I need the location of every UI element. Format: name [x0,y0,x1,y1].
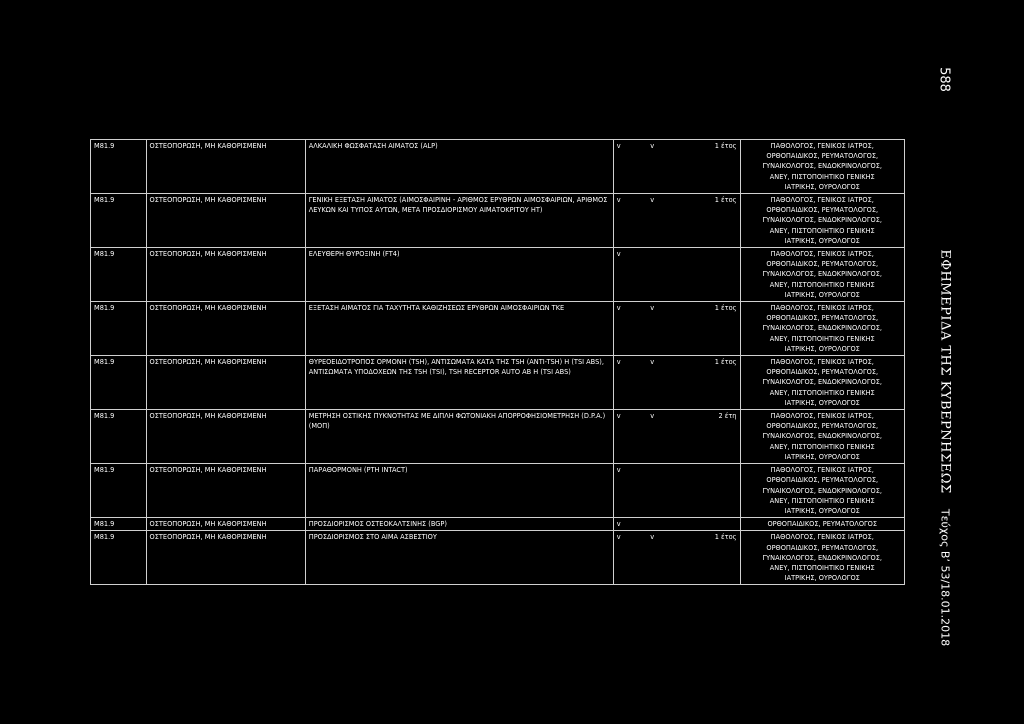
frequency-cell: 2 έτη [679,410,740,464]
frequency-cell: 1 έτος [679,531,740,585]
check-cell-2 [647,248,678,302]
frequency-cell: 1 έτος [679,356,740,410]
specialties-cell [740,248,905,302]
specialty-line: ΓΥΝΑΙΚΟΛΟΓΟΣ, ΕΝΔΟΚΡΙΝΟΛΟΓΟΣ, [762,432,883,441]
diagnosis-cell: ΟΣΤΕΟΠΟΡΩΣΗ, ΜΗ ΚΑΘΟΡΙΣΜΕΝΗ [146,140,305,194]
code-cell: M81.9 [91,531,147,585]
code-cell: M81.9 [91,248,147,302]
check-cell-2: v [647,302,678,356]
specialty-line: ΠΑΘΟΛΟΓΟΣ, ΓΕΝΙΚΟΣ ΙΑΤΡΟΣ, [770,533,874,542]
code-cell: M81.9 [91,140,147,194]
table-row [91,518,905,531]
specialty-line: ΑΝΕΥ, ΠΙΣΤΟΠΟΙΗΤΙΚΟ ΓΕΝΙΚΗΣ [769,334,875,343]
check-cell-1: v [613,531,647,585]
check-cell-2: v [647,531,678,585]
specialty-line: ΓΥΝΑΙΚΟΛΟΓΟΣ, ΕΝΔΟΚΡΙΝΟΛΟΓΟΣ, [762,553,883,562]
specialty-line: ΟΡΘΟΠΑΙΔΙΚΟΣ, ΡΕΥΜΑΤΟΛΟΓΟΣ, [766,152,879,161]
issue-label: Τεύχος Β’ 53/18.01.2018 [938,508,952,647]
specialty-line: ΟΡΘΟΠΑΙΔΙΚΟΣ, ΡΕΥΜΑΤΟΛΟΓΟΣ, [766,476,879,485]
code-cell: M81.9 [91,518,147,531]
table-body [91,140,905,585]
specialty-line: ΠΑΘΟΛΟΓΟΣ, ΓΕΝΙΚΟΣ ΙΑΤΡΟΣ, [770,412,874,421]
frequency-cell: 1 έτος [679,140,740,194]
specialties-cell [740,410,905,464]
exam-table [90,139,905,585]
specialty-line: ΠΑΘΟΛΟΓΟΣ, ΓΕΝΙΚΟΣ ΙΑΤΡΟΣ, [770,466,874,475]
exam-cell: ΠΑΡΑΘΟΡΜΟΝΗ (PTH INTACT) [305,464,613,518]
specialty-line: ΑΝΕΥ, ΠΙΣΤΟΠΟΙΗΤΙΚΟ ΓΕΝΙΚΗΣ [769,226,875,235]
check-cell-2 [647,464,678,518]
exam-cell: ΠΡΟΣΔΙΟΡΙΣΜΟΣ ΟΣΤΕΟΚΑΛΤΣΙΝΗΣ (BGP) [305,518,613,531]
code-cell: M81.9 [91,464,147,518]
check-cell-1: v [613,302,647,356]
code-cell: M81.9 [91,356,147,410]
diagnosis-cell: ΟΣΤΕΟΠΟΡΩΣΗ, ΜΗ ΚΑΘΟΡΙΣΜΕΝΗ [146,302,305,356]
specialty-line: ΓΥΝΑΙΚΟΛΟΓΟΣ, ΕΝΔΟΚΡΙΝΟΛΟΓΟΣ, [762,378,883,387]
frequency-cell [679,518,740,531]
table-row [91,410,905,464]
frequency-cell [679,248,740,302]
specialty-line: ΙΑΤΡΙΚΗΣ, ΟΥΡΟΛΟΓΟΣ [784,506,860,515]
specialty-line: ΓΥΝΑΙΚΟΛΟΓΟΣ, ΕΝΔΟΚΡΙΝΟΛΟΓΟΣ, [762,324,883,333]
specialty-line: ΓΥΝΑΙΚΟΛΟΓΟΣ, ΕΝΔΟΚΡΙΝΟΛΟΓΟΣ, [762,270,883,279]
diagnosis-cell: ΟΣΤΕΟΠΟΡΩΣΗ, ΜΗ ΚΑΘΟΡΙΣΜΕΝΗ [146,531,305,585]
code-cell: M81.9 [91,302,147,356]
check-cell-1: v [613,518,647,531]
specialties-cell [740,464,905,518]
table-row [91,531,905,585]
table-row [91,140,905,194]
specialty-line: ΟΡΘΟΠΑΙΔΙΚΟΣ, ΡΕΥΜΑΤΟΛΟΓΟΣ, [766,543,879,552]
specialty-line: ΓΥΝΑΙΚΟΛΟΓΟΣ, ΕΝΔΟΚΡΙΝΟΛΟΓΟΣ, [762,162,883,171]
check-cell-1: v [613,194,647,248]
specialty-line: ΙΑΤΡΙΚΗΣ, ΟΥΡΟΛΟΓΟΣ [784,344,860,353]
check-cell-2: v [647,140,678,194]
frequency-cell: 1 έτος [679,302,740,356]
exam-cell: ΑΛΚΑΛΙΚΗ ΦΩΣΦΑΤΑΣΗ ΑΙΜΑΤΟΣ (ALP) [305,140,613,194]
specialty-line: ΑΝΕΥ, ΠΙΣΤΟΠΟΙΗΤΙΚΟ ΓΕΝΙΚΗΣ [769,388,875,397]
exam-cell: ΓΕΝΙΚΗ ΕΞΕΤΑΣΗ ΑΙΜΑΤΟΣ (ΑΙΜΟΣΦΑΙΡΙΝΗ - ΑΡΙΘΜΟΣ ΕΡΥΘΡΩΝ ΑΙΜΟΣΦΑΙΡΙΩΝ, ΑΡΙΘΜΟΣ ΛΕΥΚΩΝ ΚΑΙ ΤΥΠΟΣ ΑΥΤΩΝ, ΜΕΤΑ ΠΡΟΣΔΙΟΡΙΣΜΟΥ ΑΙΜΑΤΟΚΡΙΤΟΥ HT) [305,194,613,248]
specialty-line: ΠΑΘΟΛΟΓΟΣ, ΓΕΝΙΚΟΣ ΙΑΤΡΟΣ, [770,250,874,259]
exam-cell: ΕΞΕΤΑΣΗ ΑΙΜΑΤΟΣ ΓΙΑ ΤΑΧΥΤΗΤΑ ΚΑΘΙΖΗΣΕΩΣ ΕΡΥΘΡΩΝ ΑΙΜΟΣΦΑΙΡΙΩΝ ΤΚΕ [305,302,613,356]
check-cell-1: v [613,410,647,464]
diagnosis-cell: ΟΣΤΕΟΠΟΡΩΣΗ, ΜΗ ΚΑΘΟΡΙΣΜΕΝΗ [146,194,305,248]
specialties-cell [740,356,905,410]
diagnosis-cell: ΟΣΤΕΟΠΟΡΩΣΗ, ΜΗ ΚΑΘΟΡΙΣΜΕΝΗ [146,518,305,531]
diagnosis-cell: ΟΣΤΕΟΠΟΡΩΣΗ, ΜΗ ΚΑΘΟΡΙΣΜΕΝΗ [146,248,305,302]
specialties-cell [740,194,905,248]
exam-cell: ΠΡΟΣΔΙΟΡΙΣΜΟΣ ΣΤΟ ΑΙΜΑ ΑΣΒΕΣΤΙΟΥ [305,531,613,585]
diagnosis-cell: ΟΣΤΕΟΠΟΡΩΣΗ, ΜΗ ΚΑΘΟΡΙΣΜΕΝΗ [146,356,305,410]
code-cell: M81.9 [91,410,147,464]
specialty-line: ΓΥΝΑΙΚΟΛΟΓΟΣ, ΕΝΔΟΚΡΙΝΟΛΟΓΟΣ, [762,216,883,225]
specialty-line: ΙΑΤΡΙΚΗΣ, ΟΥΡΟΛΟΓΟΣ [784,236,860,245]
specialties-cell [740,531,905,585]
specialties-cell [740,302,905,356]
table-row [91,464,905,518]
check-cell-1: v [613,356,647,410]
table-row [91,356,905,410]
specialty-line: ΠΑΘΟΛΟΓΟΣ, ΓΕΝΙΚΟΣ ΙΑΤΡΟΣ, [770,142,874,150]
specialty-line: ΟΡΘΟΠΑΙΔΙΚΟΣ, ΡΕΥΜΑΤΟΛΟΓΟΣ, [766,206,879,215]
frequency-cell: 1 έτος [679,194,740,248]
specialty-line: ΙΑΤΡΙΚΗΣ, ΟΥΡΟΛΟΓΟΣ [784,182,860,191]
specialty-line: ΙΑΤΡΙΚΗΣ, ΟΥΡΟΛΟΓΟΣ [784,290,860,299]
specialty-line: ΙΑΤΡΙΚΗΣ, ΟΥΡΟΛΟΓΟΣ [784,452,860,461]
check-cell-1: v [613,248,647,302]
check-cell-2: v [647,194,678,248]
specialty-line: ΟΡΘΟΠΑΙΔΙΚΟΣ, ΡΕΥΜΑΤΟΛΟΓΟΣ, [766,314,879,323]
table-row [91,248,905,302]
specialties-cell [740,518,905,531]
specialty-line: ΟΡΘΟΠΑΙΔΙΚΟΣ, ΡΕΥΜΑΤΟΛΟΓΟΣ, [766,368,879,377]
specialty-line: ΓΥΝΑΙΚΟΛΟΓΟΣ, ΕΝΔΟΚΡΙΝΟΛΟΓΟΣ, [762,486,883,495]
table-row [91,194,905,248]
check-cell-1: v [613,464,647,518]
diagnosis-cell: ΟΣΤΕΟΠΟΡΩΣΗ, ΜΗ ΚΑΘΟΡΙΣΜΕΝΗ [146,410,305,464]
exam-cell: ΜΕΤΡΗΣΗ ΟΣΤΙΚΗΣ ΠΥΚΝΟΤΗΤΑΣ ΜΕ ΔΙΠΛΗ ΦΩΤΟΝΙΑΚΗ ΑΠΟΡΡΟΦΗΣΙΟΜΕΤΡΗΣΗ (D.P.A.) (ΜΟΠ) [305,410,613,464]
specialty-line: ΠΑΘΟΛΟΓΟΣ, ΓΕΝΙΚΟΣ ΙΑΤΡΟΣ, [770,304,874,313]
table-row [91,302,905,356]
diagnosis-cell: ΟΣΤΕΟΠΟΡΩΣΗ, ΜΗ ΚΑΘΟΡΙΣΜΕΝΗ [146,464,305,518]
specialty-line: ΑΝΕΥ, ΠΙΣΤΟΠΟΙΗΤΙΚΟ ΓΕΝΙΚΗΣ [769,280,875,289]
check-cell-2: v [647,356,678,410]
specialties-cell [740,140,905,194]
specialty-line: ΟΡΘΟΠΑΙΔΙΚΟΣ, ΡΕΥΜΑΤΟΛΟΓΟΣ [767,520,878,529]
page-number: 588 [936,67,952,92]
check-cell-2: v [647,410,678,464]
specialty-line: ΑΝΕΥ, ΠΙΣΤΟΠΟΙΗΤΙΚΟ ΓΕΝΙΚΗΣ [769,172,875,181]
specialty-line: ΠΑΘΟΛΟΓΟΣ, ΓΕΝΙΚΟΣ ΙΑΤΡΟΣ, [770,358,874,367]
specialty-line: ΑΝΕΥ, ΠΙΣΤΟΠΟΙΗΤΙΚΟ ΓΕΝΙΚΗΣ [769,496,875,505]
exam-cell: ΕΛΕΥΘΕΡΗ ΘΥΡΟΞΙΝΗ (FT4) [305,248,613,302]
code-cell: M81.9 [91,194,147,248]
frequency-cell [679,464,740,518]
journal-title: ΕΦΗΜΕΡΙΔΑ ΤΗΣ ΚΥΒΕΡΝΗΣΕΩΣ [937,249,953,494]
check-cell-2 [647,518,678,531]
specialty-line: ΑΝΕΥ, ΠΙΣΤΟΠΟΙΗΤΙΚΟ ΓΕΝΙΚΗΣ [769,442,875,451]
exam-cell: ΘΥΡΕΟΕΙΔΟΤΡΟΠΟΣ ΟΡΜΟΝΗ (TSH), ΑΝΤΙΣΩΜΑΤΑ ΚΑΤΑ ΤΗΣ TSH (ANTI-TSH) Η (TSI ABS), ΑΝΤΙΣΩΜΑΤΑ ΥΠΟΔΟΧΕΩΝ ΤΗΣ TSH (TSI), TSH RECEPTOR AUTO AB Η (TSI ABS) [305,356,613,410]
specialty-line: ΟΡΘΟΠΑΙΔΙΚΟΣ, ΡΕΥΜΑΤΟΛΟΓΟΣ, [766,422,879,431]
specialty-line: ΠΑΘΟΛΟΓΟΣ, ΓΕΝΙΚΟΣ ΙΑΤΡΟΣ, [770,196,874,205]
specialty-line: ΟΡΘΟΠΑΙΔΙΚΟΣ, ΡΕΥΜΑΤΟΛΟΓΟΣ, [766,260,879,269]
specialty-line: ΙΑΤΡΙΚΗΣ, ΟΥΡΟΛΟΓΟΣ [784,574,860,583]
specialty-line: ΑΝΕΥ, ΠΙΣΤΟΠΟΙΗΤΙΚΟ ΓΕΝΙΚΗΣ [769,563,875,572]
specialty-line: ΙΑΤΡΙΚΗΣ, ΟΥΡΟΛΟΓΟΣ [784,398,860,407]
check-cell-1: v [613,140,647,194]
